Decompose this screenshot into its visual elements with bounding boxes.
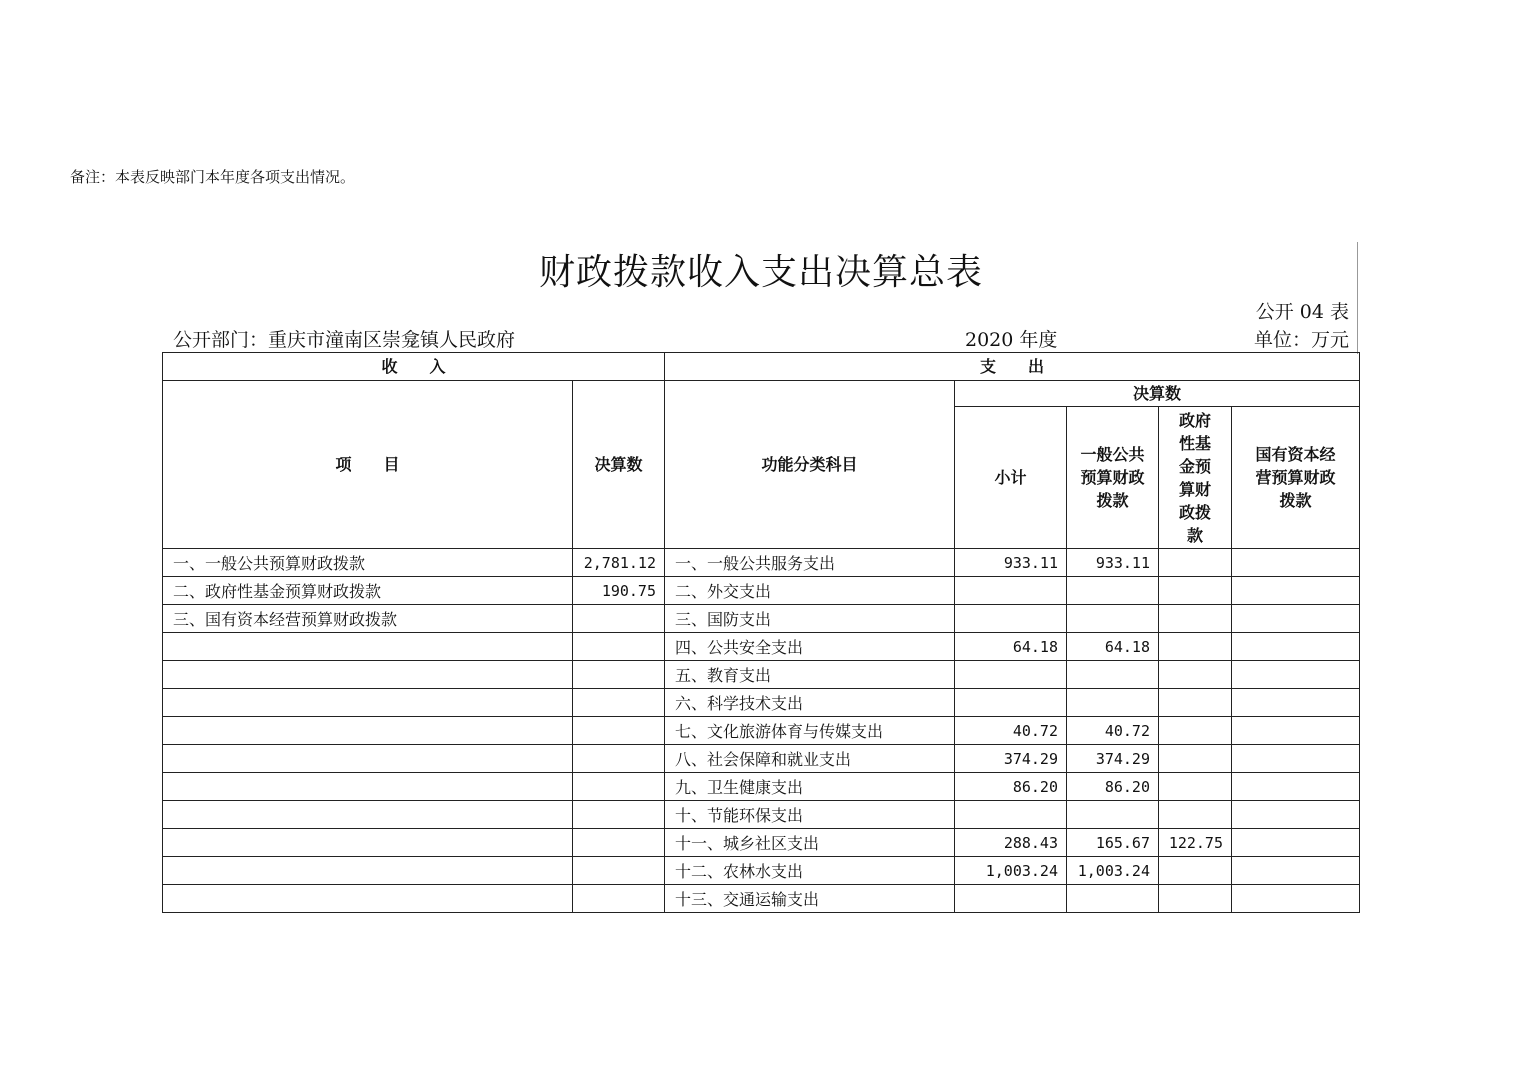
gov-fund-value (1159, 801, 1232, 829)
income-amount (573, 605, 665, 633)
income-amount: 2,781.12 (573, 549, 665, 577)
income-item (163, 801, 573, 829)
income-item: 一、一般公共预算财政拨款 (163, 549, 573, 577)
state-capital-value (1232, 717, 1360, 745)
income-item (163, 661, 573, 689)
page-title: 财政拨款收入支出决算总表 (538, 252, 983, 293)
gov-fund-value (1159, 689, 1232, 717)
expense-item: 七、文化旅游体育与传媒支出 (665, 717, 955, 745)
gov-fund-value (1159, 885, 1232, 913)
income-amount (573, 829, 665, 857)
table-row (163, 801, 1360, 829)
general-budget-value: 40.72 (1067, 717, 1159, 745)
note-text: 备注：本表反映部门本年度各项支出情况。 (70, 168, 356, 186)
unit-label: 单位：万元 (1253, 329, 1349, 351)
subtotal-value (955, 801, 1067, 829)
income-amount (573, 717, 665, 745)
state-capital-value (1232, 605, 1360, 633)
income-amount (573, 773, 665, 801)
income-item (163, 857, 573, 885)
general-budget-value: 1,003.24 (1067, 857, 1159, 885)
general-budget-value: 165.67 (1067, 829, 1159, 857)
gov-fund-header: 政府性基金预算财政拨款 (1159, 407, 1232, 549)
subtotal-value: 288.43 (955, 829, 1067, 857)
table-row (163, 661, 1360, 689)
income-amount (573, 689, 665, 717)
income-item (163, 829, 573, 857)
subtotal-value (955, 577, 1067, 605)
general-budget-value: 933.11 (1067, 549, 1159, 577)
table-row (163, 689, 1360, 717)
subtotal-value (955, 689, 1067, 717)
expense-item: 十、节能环保支出 (665, 801, 955, 829)
general-budget-value (1067, 689, 1159, 717)
expense-item: 四、公共安全支出 (665, 633, 955, 661)
expense-item: 十二、农林水支出 (665, 857, 955, 885)
income-amount: 190.75 (573, 577, 665, 605)
gov-fund-value (1159, 661, 1232, 689)
expense-item: 八、社会保障和就业支出 (665, 745, 955, 773)
income-amount (573, 633, 665, 661)
gov-fund-value (1159, 773, 1232, 801)
state-capital-value (1232, 885, 1360, 913)
year-label: 2020 年度 (965, 329, 1058, 351)
gov-fund-value (1159, 577, 1232, 605)
income-item (163, 885, 573, 913)
state-capital-value (1232, 689, 1360, 717)
subtotal-value: 86.20 (955, 773, 1067, 801)
income-header: 收 入 (163, 353, 665, 381)
form-number: 公开 04 表 (1255, 301, 1349, 323)
final-amount-group-header: 决算数 (955, 381, 1360, 407)
income-item (163, 773, 573, 801)
income-item: 三、国有资本经营预算财政拨款 (163, 605, 573, 633)
state-capital-value (1232, 661, 1360, 689)
income-amount (573, 801, 665, 829)
table-row (163, 745, 1360, 773)
gov-fund-value (1159, 745, 1232, 773)
table-row (163, 549, 1360, 577)
general-budget-header: 一般公共预算财政拨款 (1067, 407, 1159, 549)
general-budget-value (1067, 605, 1159, 633)
income-item: 二、政府性基金预算财政拨款 (163, 577, 573, 605)
item-header: 项 目 (163, 381, 573, 549)
state-capital-value (1232, 773, 1360, 801)
gov-fund-value (1159, 857, 1232, 885)
income-amount (573, 745, 665, 773)
final-amount-header: 决算数 (573, 381, 665, 549)
gov-fund-value: 122.75 (1159, 829, 1232, 857)
income-item (163, 689, 573, 717)
subtotal-value (955, 661, 1067, 689)
state-capital-header: 国有资本经营预算财政拨款 (1232, 407, 1360, 549)
table-row (163, 773, 1360, 801)
expense-item: 十三、交通运输支出 (665, 885, 955, 913)
gov-fund-value (1159, 605, 1232, 633)
subtotal-header: 小计 (955, 407, 1067, 549)
gov-fund-value (1159, 717, 1232, 745)
income-amount (573, 885, 665, 913)
state-capital-value (1232, 801, 1360, 829)
subtotal-value (955, 605, 1067, 633)
state-capital-value (1232, 829, 1360, 857)
subtotal-value: 40.72 (955, 717, 1067, 745)
state-capital-value (1232, 857, 1360, 885)
expense-item: 五、教育支出 (665, 661, 955, 689)
subtotal-value: 374.29 (955, 745, 1067, 773)
general-budget-value (1067, 577, 1159, 605)
table-row (163, 633, 1360, 661)
general-budget-value (1067, 885, 1159, 913)
budget-table (162, 352, 1360, 913)
state-capital-value (1232, 549, 1360, 577)
expense-item: 六、科学技术支出 (665, 689, 955, 717)
subtotal-value: 1,003.24 (955, 857, 1067, 885)
gov-fund-value (1159, 633, 1232, 661)
table-row (163, 717, 1360, 745)
general-budget-value (1067, 661, 1159, 689)
income-amount (573, 857, 665, 885)
expense-item: 二、外交支出 (665, 577, 955, 605)
general-budget-value (1067, 801, 1159, 829)
expense-item: 一、一般公共服务支出 (665, 549, 955, 577)
functional-category-header: 功能分类科目 (665, 381, 955, 549)
income-item (163, 633, 573, 661)
department-label: 公开部门：重庆市潼南区崇龛镇人民政府 (173, 329, 516, 351)
general-budget-value: 374.29 (1067, 745, 1159, 773)
gov-fund-value (1159, 549, 1232, 577)
income-item (163, 745, 573, 773)
income-amount (573, 661, 665, 689)
table-row (163, 577, 1360, 605)
expense-header: 支 出 (665, 353, 1360, 381)
table-row (163, 885, 1360, 913)
expense-item: 十一、城乡社区支出 (665, 829, 955, 857)
general-budget-value: 86.20 (1067, 773, 1159, 801)
table-row (163, 605, 1360, 633)
state-capital-value (1232, 745, 1360, 773)
general-budget-value: 64.18 (1067, 633, 1159, 661)
table-row (163, 829, 1360, 857)
expense-item: 九、卫生健康支出 (665, 773, 955, 801)
subtotal-value: 64.18 (955, 633, 1067, 661)
subtotal-value (955, 885, 1067, 913)
table-row (163, 857, 1360, 885)
state-capital-value (1232, 633, 1360, 661)
expense-item: 三、国防支出 (665, 605, 955, 633)
subtotal-value: 933.11 (955, 549, 1067, 577)
income-item (163, 717, 573, 745)
state-capital-value (1232, 577, 1360, 605)
